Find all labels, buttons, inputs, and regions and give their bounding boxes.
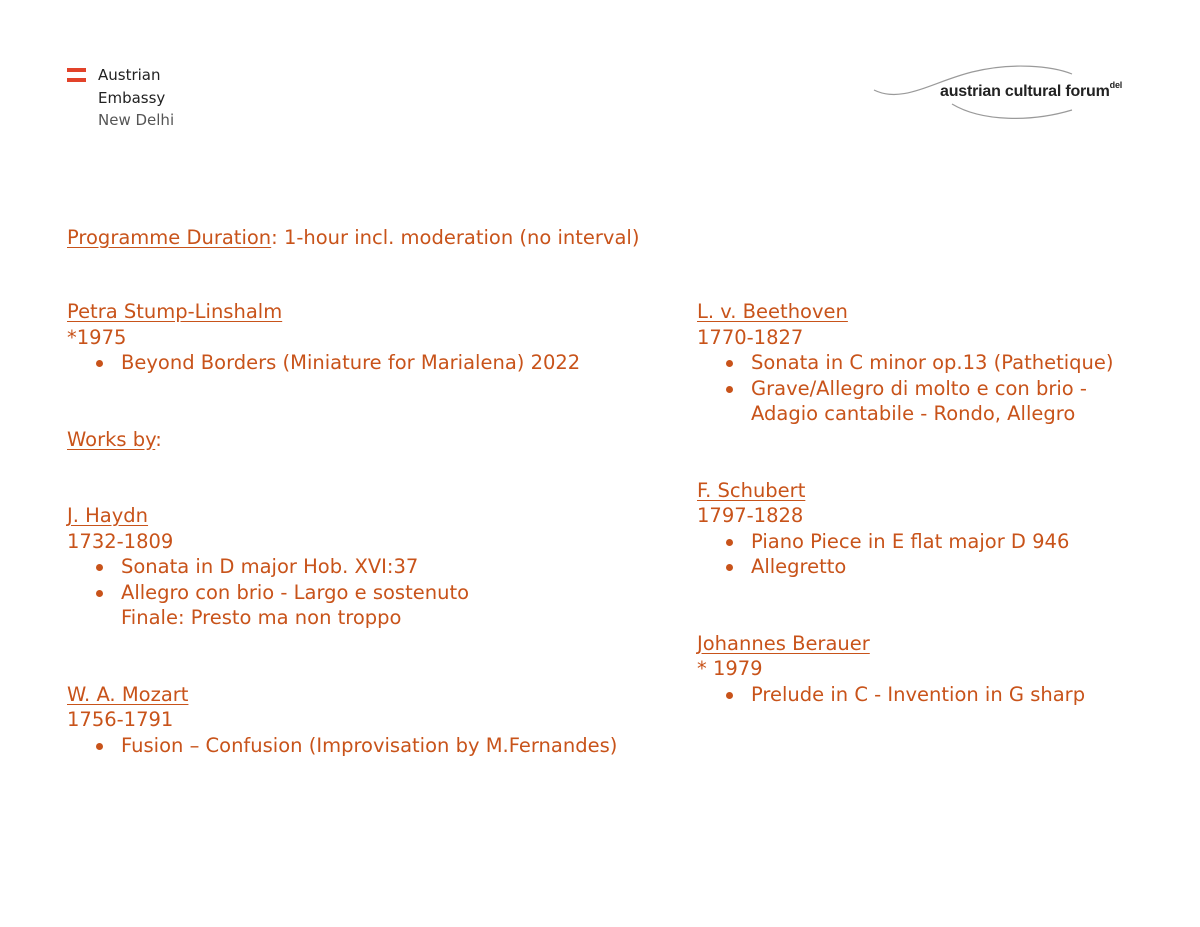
composer-block [67, 299, 617, 376]
work-item: Sonata in D major Hob. XVI:37 [67, 554, 617, 580]
austrian-cultural-forum-logo [872, 60, 1142, 124]
composer-name: Johannes Berauer [697, 631, 870, 655]
duration-value: : 1-hour incl. moderation (no interval) [271, 226, 640, 249]
work-item: Piano Piece in E flat major D 946 [697, 529, 1113, 555]
composer-years: * 1979 [697, 657, 763, 680]
work-item: Prelude in C - Invention in G sharp [697, 682, 1113, 708]
composer-block [697, 631, 1113, 708]
works-list [697, 682, 1113, 708]
works-list [67, 350, 617, 376]
right-column [697, 299, 1113, 707]
works-list [697, 529, 1113, 580]
works-list [67, 733, 617, 759]
composer-years: 1732-1809 [67, 529, 174, 553]
embassy-line-3: New Delhi [98, 111, 175, 129]
composer-years: *1975 [67, 325, 127, 349]
work-item: Beyond Borders (Miniature for Marialena) 2022 [67, 350, 617, 376]
programme-duration [67, 225, 639, 251]
work-item: Sonata in C minor op.13 (Pathetique) [697, 350, 1113, 376]
composer-block [697, 299, 1113, 427]
left-column [67, 299, 617, 758]
composer-name: F. Schubert [697, 478, 806, 502]
work-item: Allegretto [697, 554, 1113, 580]
forum-name: austrian cultural forum [940, 83, 1110, 100]
embassy-line-2: Embassy [98, 88, 166, 107]
composer-years: 1770-1827 [697, 325, 804, 349]
work-item: Allegro con brio - Largo e sostenuto Finale: Presto ma non troppo [67, 580, 617, 631]
works-list [697, 350, 1113, 427]
works-list [67, 554, 617, 631]
composer-name: L. v. Beethoven [697, 300, 848, 323]
composer-name: J. Haydn [67, 504, 149, 527]
works-by-heading: Works by: [67, 427, 162, 451]
austrian-flag-icon [67, 68, 86, 84]
composer-block [67, 682, 617, 759]
duration-label: Programme Duration [67, 226, 272, 249]
embassy-line-1: Austrian [98, 66, 161, 84]
composer-years: 1797-1828 [697, 504, 804, 527]
composer-name: W. A. Mozart [67, 682, 189, 706]
composer-block [697, 478, 1113, 580]
work-item: Fusion – Confusion (Improvisation by M.Fernandes) [67, 733, 617, 759]
composer-name: Petra Stump-Linshalm [67, 300, 283, 323]
composer-block [67, 503, 617, 631]
composer-years: 1756-1791 [67, 708, 174, 731]
forum-superscript: del [1109, 80, 1123, 90]
work-item: Grave/Allegro di molto e con brio - Adagio cantabile - Rondo, Allegro [697, 376, 1113, 427]
